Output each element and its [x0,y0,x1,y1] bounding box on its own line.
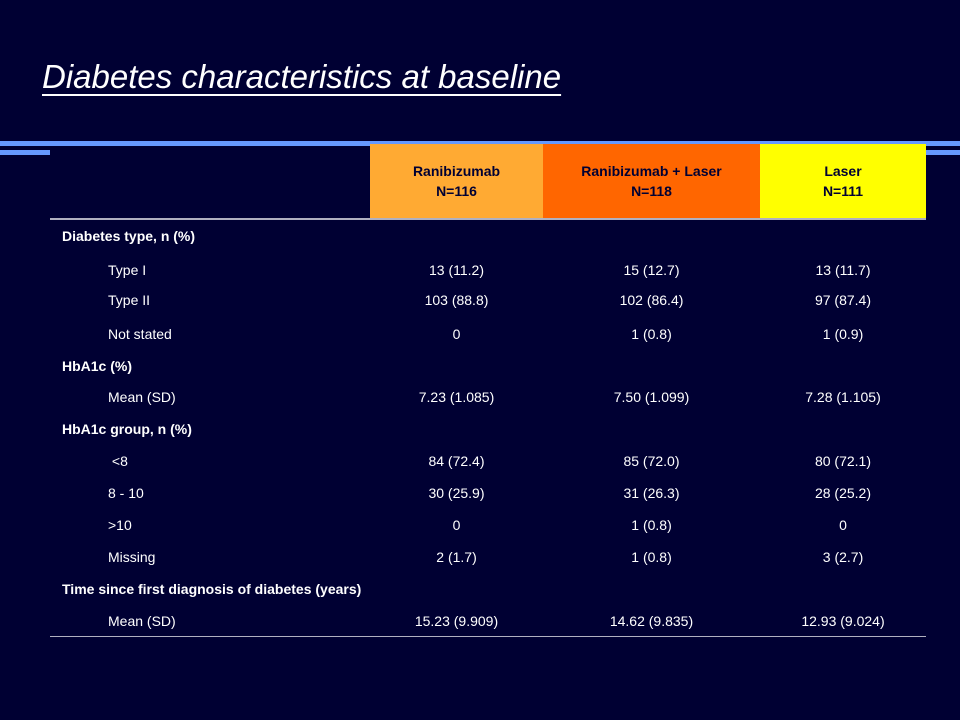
cell-ranibizumab-laser: 14.62 (9.835) [609,613,694,629]
table-bottom-rule [50,636,926,637]
column-header-n: N=116 [436,183,477,199]
column-header-name: Ranibizumab + Laser [581,163,722,179]
cell-ranibizumab: 13 (11.2) [429,262,484,278]
cell-laser: 1 (0.9) [822,326,864,342]
cell-laser: 28 (25.2) [814,485,872,501]
cell-ranibizumab-laser: 102 (86.4) [619,292,684,308]
cell-laser: 0 [839,517,847,533]
column-header-ranibizumab [370,144,543,218]
table-row [50,477,926,509]
cell-ranibizumab-laser: 7.50 (1.099) [613,389,690,405]
slide-title: Diabetes characteristics at baseline [42,58,562,95]
cell-ranibizumab: 2 (1.7) [436,549,477,565]
table-row [50,605,926,637]
table-row [50,318,926,350]
row-label: HbA1c group, n (%) [62,421,192,437]
column-header-name: Ranibizumab [412,163,501,179]
cell-ranibizumab: 84 (72.4) [428,453,485,469]
row-label: Mean (SD) [108,613,176,629]
row-label: 8 - 10 [108,485,144,501]
table-row-section [50,573,926,605]
cell-ranibizumab-laser: 85 (72.0) [623,453,680,469]
table-header-blank-cell [50,146,370,218]
row-label: Type I [108,262,147,278]
cell-laser: 97 (87.4) [814,292,872,308]
row-label: Missing [108,549,156,565]
table-row-section [50,350,926,382]
cell-ranibizumab-laser: 1 (0.8) [631,517,672,533]
column-header-n: N=111 [822,183,864,199]
column-header-name: Laser [824,163,862,179]
cell-ranibizumab: 0 [452,517,461,533]
column-header-ranibizumab-laser [543,144,760,218]
cell-ranibizumab: 0 [452,326,461,342]
cell-ranibizumab-laser: 15 (12.7) [623,262,680,278]
table-row [50,254,926,286]
cell-ranibizumab: 7.23 (1.085) [418,389,495,405]
row-label: Time since first diagnosis of diabetes (years) [62,581,362,597]
cell-laser: 3 (2.7) [822,549,864,565]
row-label: >10 [108,517,132,533]
cell-laser: 12.93 (9.024) [801,613,885,629]
row-label: Diabetes type, n (%) [62,228,196,244]
column-header-laser [760,144,926,218]
column-header-n: N=118 [631,183,672,199]
table-row [50,381,926,413]
table-row [50,284,926,316]
cell-ranibizumab: 30 (25.9) [428,485,485,501]
table-row [50,445,926,477]
table-row [50,541,926,573]
cell-ranibizumab-laser: 1 (0.8) [631,549,672,565]
row-label: Mean (SD) [108,389,176,405]
cell-ranibizumab: 103 (88.8) [424,292,489,308]
table-row-section [50,413,926,445]
cell-ranibizumab: 15.23 (9.909) [414,613,499,629]
cell-laser: 7.28 (1.105) [805,389,881,405]
cell-ranibizumab-laser: 31 (26.3) [623,485,680,501]
cell-ranibizumab-laser: 1 (0.8) [631,326,672,342]
row-label: HbA1c (%) [62,358,133,374]
cell-laser: 80 (72.1) [814,453,872,469]
row-label: <8 [108,453,128,469]
row-label: Type II [108,292,151,308]
table-row [50,509,926,541]
cell-laser: 13 (11.7) [815,262,871,278]
table-row-section [50,220,926,252]
row-label: Not stated [108,326,172,342]
